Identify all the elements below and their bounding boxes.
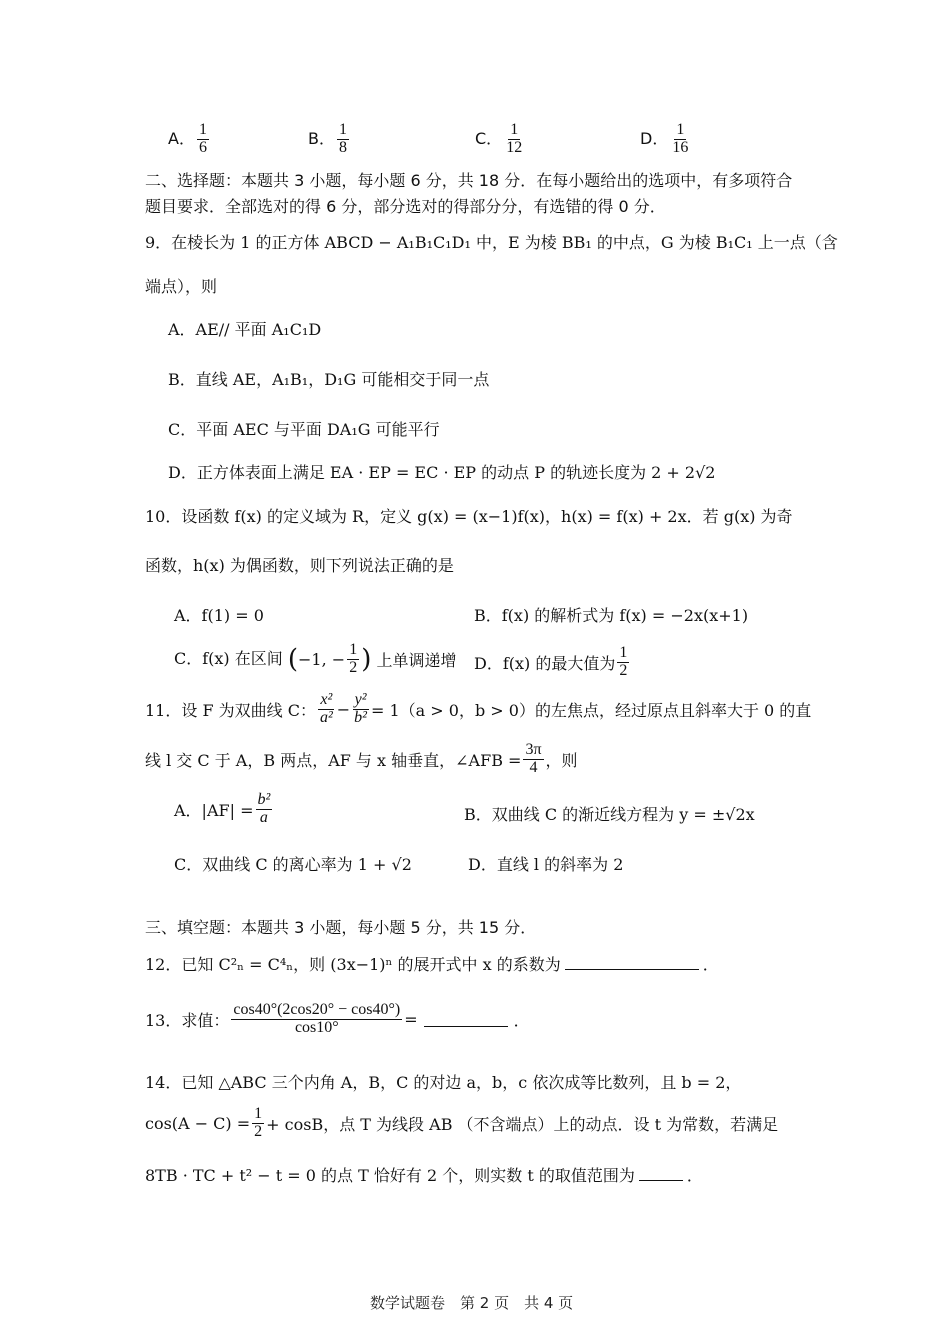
page-footer: 数学试题卷 第 2 页 共 4 页 (370, 1294, 574, 1312)
q10-option-d: D．f(x) 的最大值为 $\frac{1}{2}$ (474, 644, 628, 679)
q10-option-b: B．f(x) 的解析式为 f(x) = −2x(x+1) (474, 606, 749, 625)
q9-stem-cont: 端点），则 (145, 277, 218, 296)
q14-stem-cont: cos(A − C) = $\frac{1}{2}$ + cosB，点 T 为线段 AB （不含端点）上的动点．设 t 为常数，若满足 (145, 1105, 779, 1140)
fraction: $\frac{1}{2}$ (619, 644, 628, 679)
section3-title: 三、填空题：本题共 3 小题，每小题 5 分，共 15 分． (145, 918, 537, 937)
answer-blank[interactable] (639, 1166, 683, 1181)
q10-stem-cont: 函数，h(x) 为偶函数，则下列说法正确的是 (145, 556, 454, 575)
fraction: $\frac{\text{x²}}{\text{a²}}$ (319, 691, 333, 726)
q11-stem-cont: 线 l 交 C 于 A，B 两点，AF 与 x 轴垂直，∠AFB = $\frac{3\pi}{4}$ ，则 (145, 741, 578, 776)
answer-blank[interactable] (424, 1012, 508, 1027)
q8-option-d: D． $\frac{1}{16}$ (640, 121, 689, 156)
q9-option-a: A．AE// 平面 A₁C₁D (168, 320, 322, 339)
fraction: $\frac{\text{b²}}{a}$ (257, 791, 271, 826)
q10-option-a: A．f(1) = 0 (174, 606, 264, 625)
fraction: $\frac{1}{16}$ (672, 121, 689, 156)
fraction: $\frac{1}{6}$ (198, 121, 207, 156)
q10-stem: 10．设函数 f(x) 的定义域为 R，定义 g(x) = (x−1)f(x)，h(x) = f(x) + 2x．若 g(x) 为奇 (145, 507, 793, 526)
fraction: $\frac{\text{y²}}{\text{b²}}$ (354, 691, 367, 726)
q11-option-d: D．直线 l 的斜率为 2 (468, 855, 624, 874)
fraction: $\frac{1}{12}$ (506, 121, 523, 156)
q11-option-a: A．|AF| = $\frac{\text{b²}}{a}$ (174, 791, 271, 826)
q9-option-d: D．正方体表面上满足 EA · EP = EC · EP 的动点 P 的轨迹长度为 2 + 2√2 (168, 463, 716, 482)
q9-stem: 9．在棱长为 1 的正方体 ABCD − A₁B₁C₁D₁ 中，E 为棱 BB₁ 的中点，G 为棱 B₁C₁ 上一点（含 (145, 233, 838, 252)
q10-option-c: C．f(x) 在区间 (−1, − $\frac{1}{2}$ ) 上单调递增 (174, 641, 457, 676)
q8-option-a: A． $\frac{1}{6}$ (168, 121, 207, 156)
q11-stem: 11．设 F 为双曲线 C： $\frac{\text{x²}}{\text{a²}}$ − $\frac{\text{y²}}{\text{b²}}$ = 1（a > 0，b > 0）的左焦点，经过原点且斜率大于 0 的直 (145, 691, 812, 726)
section2-line1: 二、选择题：本题共 3 小题，每小题 6 分，共 18 分．在每小题给出的选项中，有多项符合 (145, 171, 793, 190)
q11-option-b: B．双曲线 C 的渐近线方程为 y = ±√2x (464, 805, 755, 824)
q11-option-c: C．双曲线 C 的离心率为 1 + √2 (174, 855, 412, 874)
fraction: $\frac{\cos 40^\circ(2\cos 20^\circ - \cos 40^\circ)}{\cos 10^\circ}$ (233, 1001, 401, 1036)
q14-stem-end: 8TB · TC + t² − t = 0 的点 T 恰好有 2 个，则实数 t 的取值范围为 ． (145, 1166, 703, 1185)
section2-line2: 题目要求．全部选对的得 6 分，部分选对的得部分分，有选错的得 0 分． (145, 197, 666, 216)
fraction: $\frac{1}{2}$ (254, 1105, 263, 1140)
answer-blank[interactable] (565, 955, 699, 970)
q14-stem: 14．已知 △ABC 三个内角 A，B，C 的对边 a，b，c 依次成等比数列，且 b = 2， (145, 1073, 742, 1092)
fraction: $\frac{3\pi}{4}$ (525, 741, 542, 776)
q9-option-b: B．直线 AE，A₁B₁，D₁G 可能相交于同一点 (168, 370, 490, 389)
fraction: $\frac{1}{2}$ (349, 641, 358, 676)
q8-option-c: C． $\frac{1}{12}$ (475, 121, 523, 156)
q8-option-b: B． $\frac{1}{8}$ (308, 121, 347, 156)
q13-stem: 13．求值： $\frac{\cos 40^\circ(2\cos 20^\circ - \cos 40^\circ)}{\cos 10^\circ}$ = ． (145, 1001, 530, 1036)
q12-stem: 12．已知 C²ₙ = C⁴ₙ，则 (3x−1)ⁿ 的展开式中 x 的系数为 ． (145, 955, 719, 974)
q9-option-c: C．平面 AEC 与平面 DA₁G 可能平行 (168, 420, 440, 439)
fraction: $\frac{1}{8}$ (338, 121, 347, 156)
